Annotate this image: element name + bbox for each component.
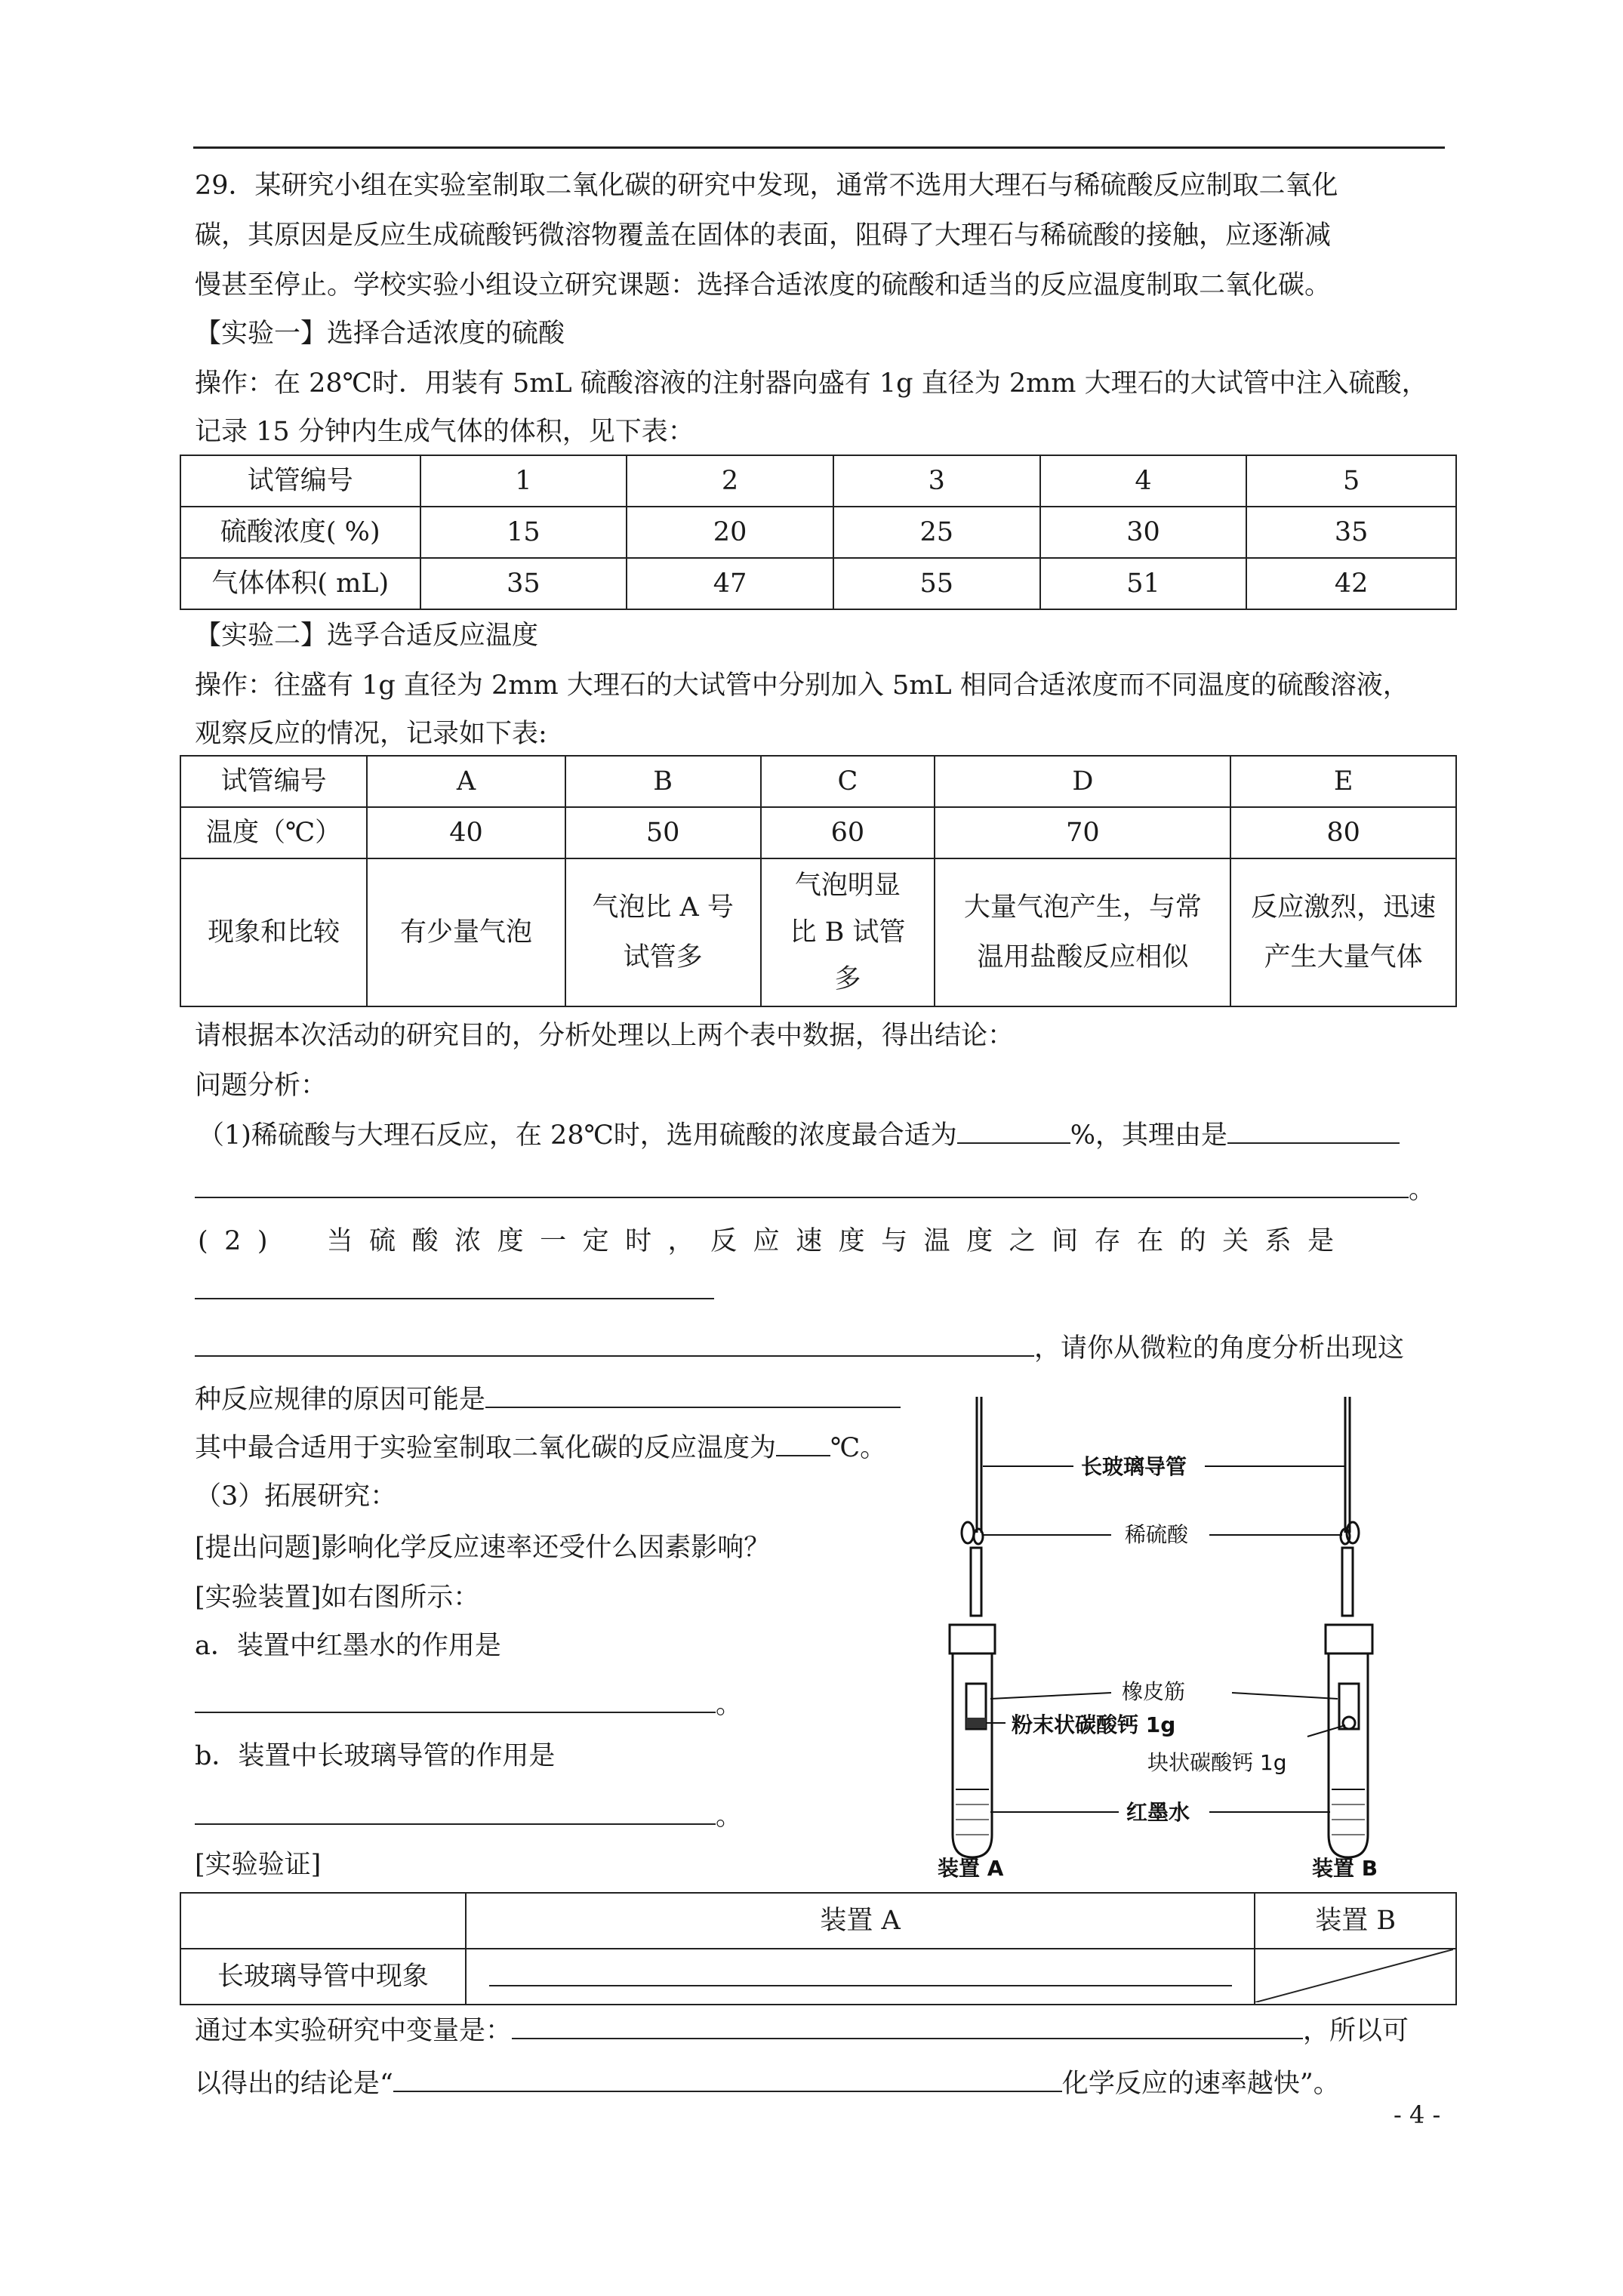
q29-line1: 29．某研究小组在实验室制取二氧化碳的研究中发现，通常不选用大理石与稀硫酸反应制取二氧化: [195, 171, 1338, 201]
cell-line: 气泡比 A 号: [592, 892, 734, 923]
apparatus-diagram: [922, 1382, 1496, 1880]
conclusion-text: 以得出的结论是“: [195, 2069, 393, 2099]
raise-question: [提出问题]影响化学反应速率还受什么因素影响？: [195, 1533, 771, 1563]
cell-line: 温用盐酸反应相似: [977, 942, 1189, 972]
question-2: (2) 当硫酸浓度一定时，反应速度与温度之间存在的关系是: [198, 1226, 1350, 1256]
exp1-title: 【实验一】选择合适浓度的硫酸: [195, 319, 565, 349]
cell-line: 比 B 试管: [790, 917, 906, 948]
conclusion-text: 通过本实验研究中变量是：: [195, 2016, 513, 2046]
label-rubber-band: 橡皮筋: [1122, 1679, 1186, 1704]
verify-table: [180, 1892, 1457, 2005]
cell-line: 试管多: [623, 942, 703, 972]
exp2-operation-line2: 观察反应的情况，记录如下表:: [195, 719, 547, 749]
blank-conclusion[interactable]: [393, 2090, 1062, 2092]
table-row: [180, 455, 1456, 507]
question-2-text: ，请你从微粒的角度分析出现这: [1034, 1333, 1405, 1364]
question-1-cont: [195, 1172, 1435, 1208]
analysis-intro: 请根据本次活动的研究目的，分析处理以上两个表中数据，得出结论：: [195, 1021, 1015, 1051]
question-2-line4: [195, 1430, 886, 1466]
table-cell: 1: [420, 455, 627, 507]
question-b: b．装置中长玻璃导管的作用是: [195, 1741, 556, 1771]
table-cell: 3: [833, 455, 1040, 507]
unit-celsius: ℃。: [830, 1433, 887, 1463]
table-cell: 4: [1040, 455, 1247, 507]
table-cell: 40: [367, 807, 565, 858]
table-cell: 5: [1246, 455, 1456, 507]
table-cell: [935, 858, 1230, 1006]
table-cell: 装置 B: [1255, 1893, 1456, 1949]
label-red-ink: 红墨水: [1126, 1800, 1190, 1825]
cell-line: 有少量气泡: [399, 917, 532, 948]
q29-line2: 碳，其原因是反应生成硫酸钙微溶物覆盖在固体的表面，阻碍了大理石与稀硫酸的接触，应逐渐减: [195, 220, 1332, 251]
question-1: [198, 1117, 1400, 1154]
table-cell[interactable]: [466, 1949, 1255, 2005]
table-cell: D: [935, 756, 1230, 807]
table-cell: 试管编号: [180, 756, 367, 807]
period: 。: [1409, 1175, 1436, 1205]
cell-line: 反应激烈，迅速: [1251, 892, 1437, 923]
table-cell: 35: [420, 558, 627, 609]
table-cell: [1255, 1949, 1456, 2005]
page-number: - 4 -: [1394, 2100, 1441, 2129]
question-b-blank: [195, 1798, 742, 1835]
table-cell: 51: [1040, 558, 1247, 609]
table-cell: 温度（℃）: [180, 807, 367, 858]
diagonal-slash: [1255, 1949, 1453, 2002]
blank-reason-cont[interactable]: [195, 1196, 1409, 1198]
conclusion-text: 化学反应的速率越快”。: [1061, 2069, 1340, 2099]
table-cell: [367, 858, 565, 1006]
table-row: [180, 507, 1456, 558]
table-cell: 25: [833, 507, 1040, 558]
table-cell: 20: [627, 507, 833, 558]
header-rule: [193, 146, 1445, 149]
question-2-text: 其中最合适用于实验室制取二氧化碳的反应温度为: [195, 1433, 777, 1463]
table-cell: 47: [627, 558, 833, 609]
verify-label: [实验验证]: [195, 1850, 322, 1880]
table-cell: [761, 858, 935, 1006]
table-row: [180, 558, 1456, 609]
period: 。: [716, 1690, 743, 1720]
question-2-line2: [195, 1330, 1404, 1367]
blank-concentration[interactable]: [957, 1142, 1070, 1144]
label-long-tube: 长玻璃导管: [1081, 1454, 1187, 1479]
label-dilute-acid: 稀硫酸: [1125, 1522, 1189, 1547]
conclusion-line2: [195, 2066, 1340, 2102]
table-cell: 15: [420, 507, 627, 558]
conclusion-line1: [195, 2013, 1409, 2049]
exp1-operation-line1: 操作：在 28℃时．用装有 5mL 硫酸溶液的注射器向盛有 1g 直径为 2mm 大理石的大试管中注入硫酸，: [195, 368, 1428, 399]
table-row: [180, 807, 1456, 858]
question-a-blank: [195, 1687, 742, 1723]
table-cell: 气体体积( mL): [180, 558, 420, 609]
experiment-device: [实验装置]如右图所示：: [195, 1583, 480, 1613]
table-cell: A: [367, 756, 565, 807]
cell-line: 产生大量气体: [1264, 942, 1423, 972]
question-3: （3）拓展研究：: [195, 1481, 397, 1512]
table-cell: 80: [1230, 807, 1456, 858]
exp2-operation-line1: 操作：往盛有 1g 直径为 2mm 大理石的大试管中分别加入 5mL 相同合适浓度而不同温度的硫酸溶液，: [195, 670, 1409, 701]
label-lump-caco3: 块状碳酸钙 1g: [1147, 1750, 1287, 1775]
exp1-table: [180, 455, 1457, 610]
table-cell: 55: [833, 558, 1040, 609]
conclusion-text: ，所以可: [1303, 2016, 1409, 2046]
blank-temperature[interactable]: [776, 1454, 830, 1456]
question-1-text: （1)稀硫酸与大理石反应，在 28℃时，选用硫酸的浓度最合适为: [198, 1120, 957, 1151]
table-row: [180, 858, 1456, 1006]
table-row: [180, 1949, 1456, 2005]
table-cell: [180, 1893, 466, 1949]
table-cell: 长玻璃导管中现象: [180, 1949, 466, 2005]
table-row: [180, 1893, 1456, 1949]
cell-line: 气泡明显: [794, 871, 901, 901]
q29-line3: 慢甚至停止。学校实验小组设立研究课题：选择合适浓度的硫酸和适当的反应温度制取二氧化碳。: [195, 270, 1332, 300]
question-2-blank1: [195, 1273, 714, 1309]
table-row: [180, 756, 1456, 807]
table-cell: E: [1230, 756, 1456, 807]
table-cell: 硫酸浓度( %): [180, 507, 420, 558]
blank-relation-cont[interactable]: [195, 1354, 1034, 1357]
blank-variable[interactable]: [512, 2037, 1303, 2039]
table-cell: 试管编号: [180, 455, 420, 507]
question-1-text2: %，其理由是: [1070, 1120, 1228, 1151]
blank-reason[interactable]: [1227, 1142, 1400, 1144]
blank-ink-role[interactable]: [195, 1711, 716, 1713]
question-2-line3: [195, 1382, 901, 1418]
table-cell: 60: [761, 807, 935, 858]
blank-device-a-phenomenon[interactable]: [489, 1984, 1232, 1986]
cell-line: 大量气泡产生，与常: [963, 892, 1202, 923]
table-cell: 50: [565, 807, 761, 858]
cell-line: 多: [834, 964, 861, 994]
label-device-a: 装置 A: [938, 1856, 1004, 1880]
question-2-text: 种反应规律的原因可能是: [195, 1385, 486, 1415]
exp2-table: [180, 755, 1457, 1007]
table-cell: 现象和比较: [180, 858, 367, 1006]
blank-tube-role[interactable]: [195, 1823, 716, 1825]
table-cell: B: [565, 756, 761, 807]
label-device-b: 装置 B: [1312, 1856, 1378, 1880]
table-cell: [1230, 858, 1456, 1006]
exp1-operation-line2: 记录 15 分钟内生成气体的体积，见下表：: [195, 417, 694, 447]
label-powder-caco3: 粉末状碳酸钙 1g: [1012, 1712, 1176, 1737]
table-cell: 35: [1246, 507, 1456, 558]
table-cell: 2: [627, 455, 833, 507]
blank-relation[interactable]: [195, 1297, 714, 1299]
analysis-label: 问题分析：: [195, 1071, 328, 1101]
table-cell: [565, 858, 761, 1006]
table-cell: 30: [1040, 507, 1247, 558]
period: 。: [716, 1801, 743, 1832]
table-cell: C: [761, 756, 935, 807]
table-cell: 装置 A: [466, 1893, 1255, 1949]
blank-micro-reason[interactable]: [485, 1406, 901, 1408]
table-cell: 42: [1246, 558, 1456, 609]
question-a: a．装置中红墨水的作用是: [195, 1631, 501, 1661]
exp2-title: 【实验二】选孚合适反应温度: [195, 621, 539, 651]
table-cell: 70: [935, 807, 1230, 858]
